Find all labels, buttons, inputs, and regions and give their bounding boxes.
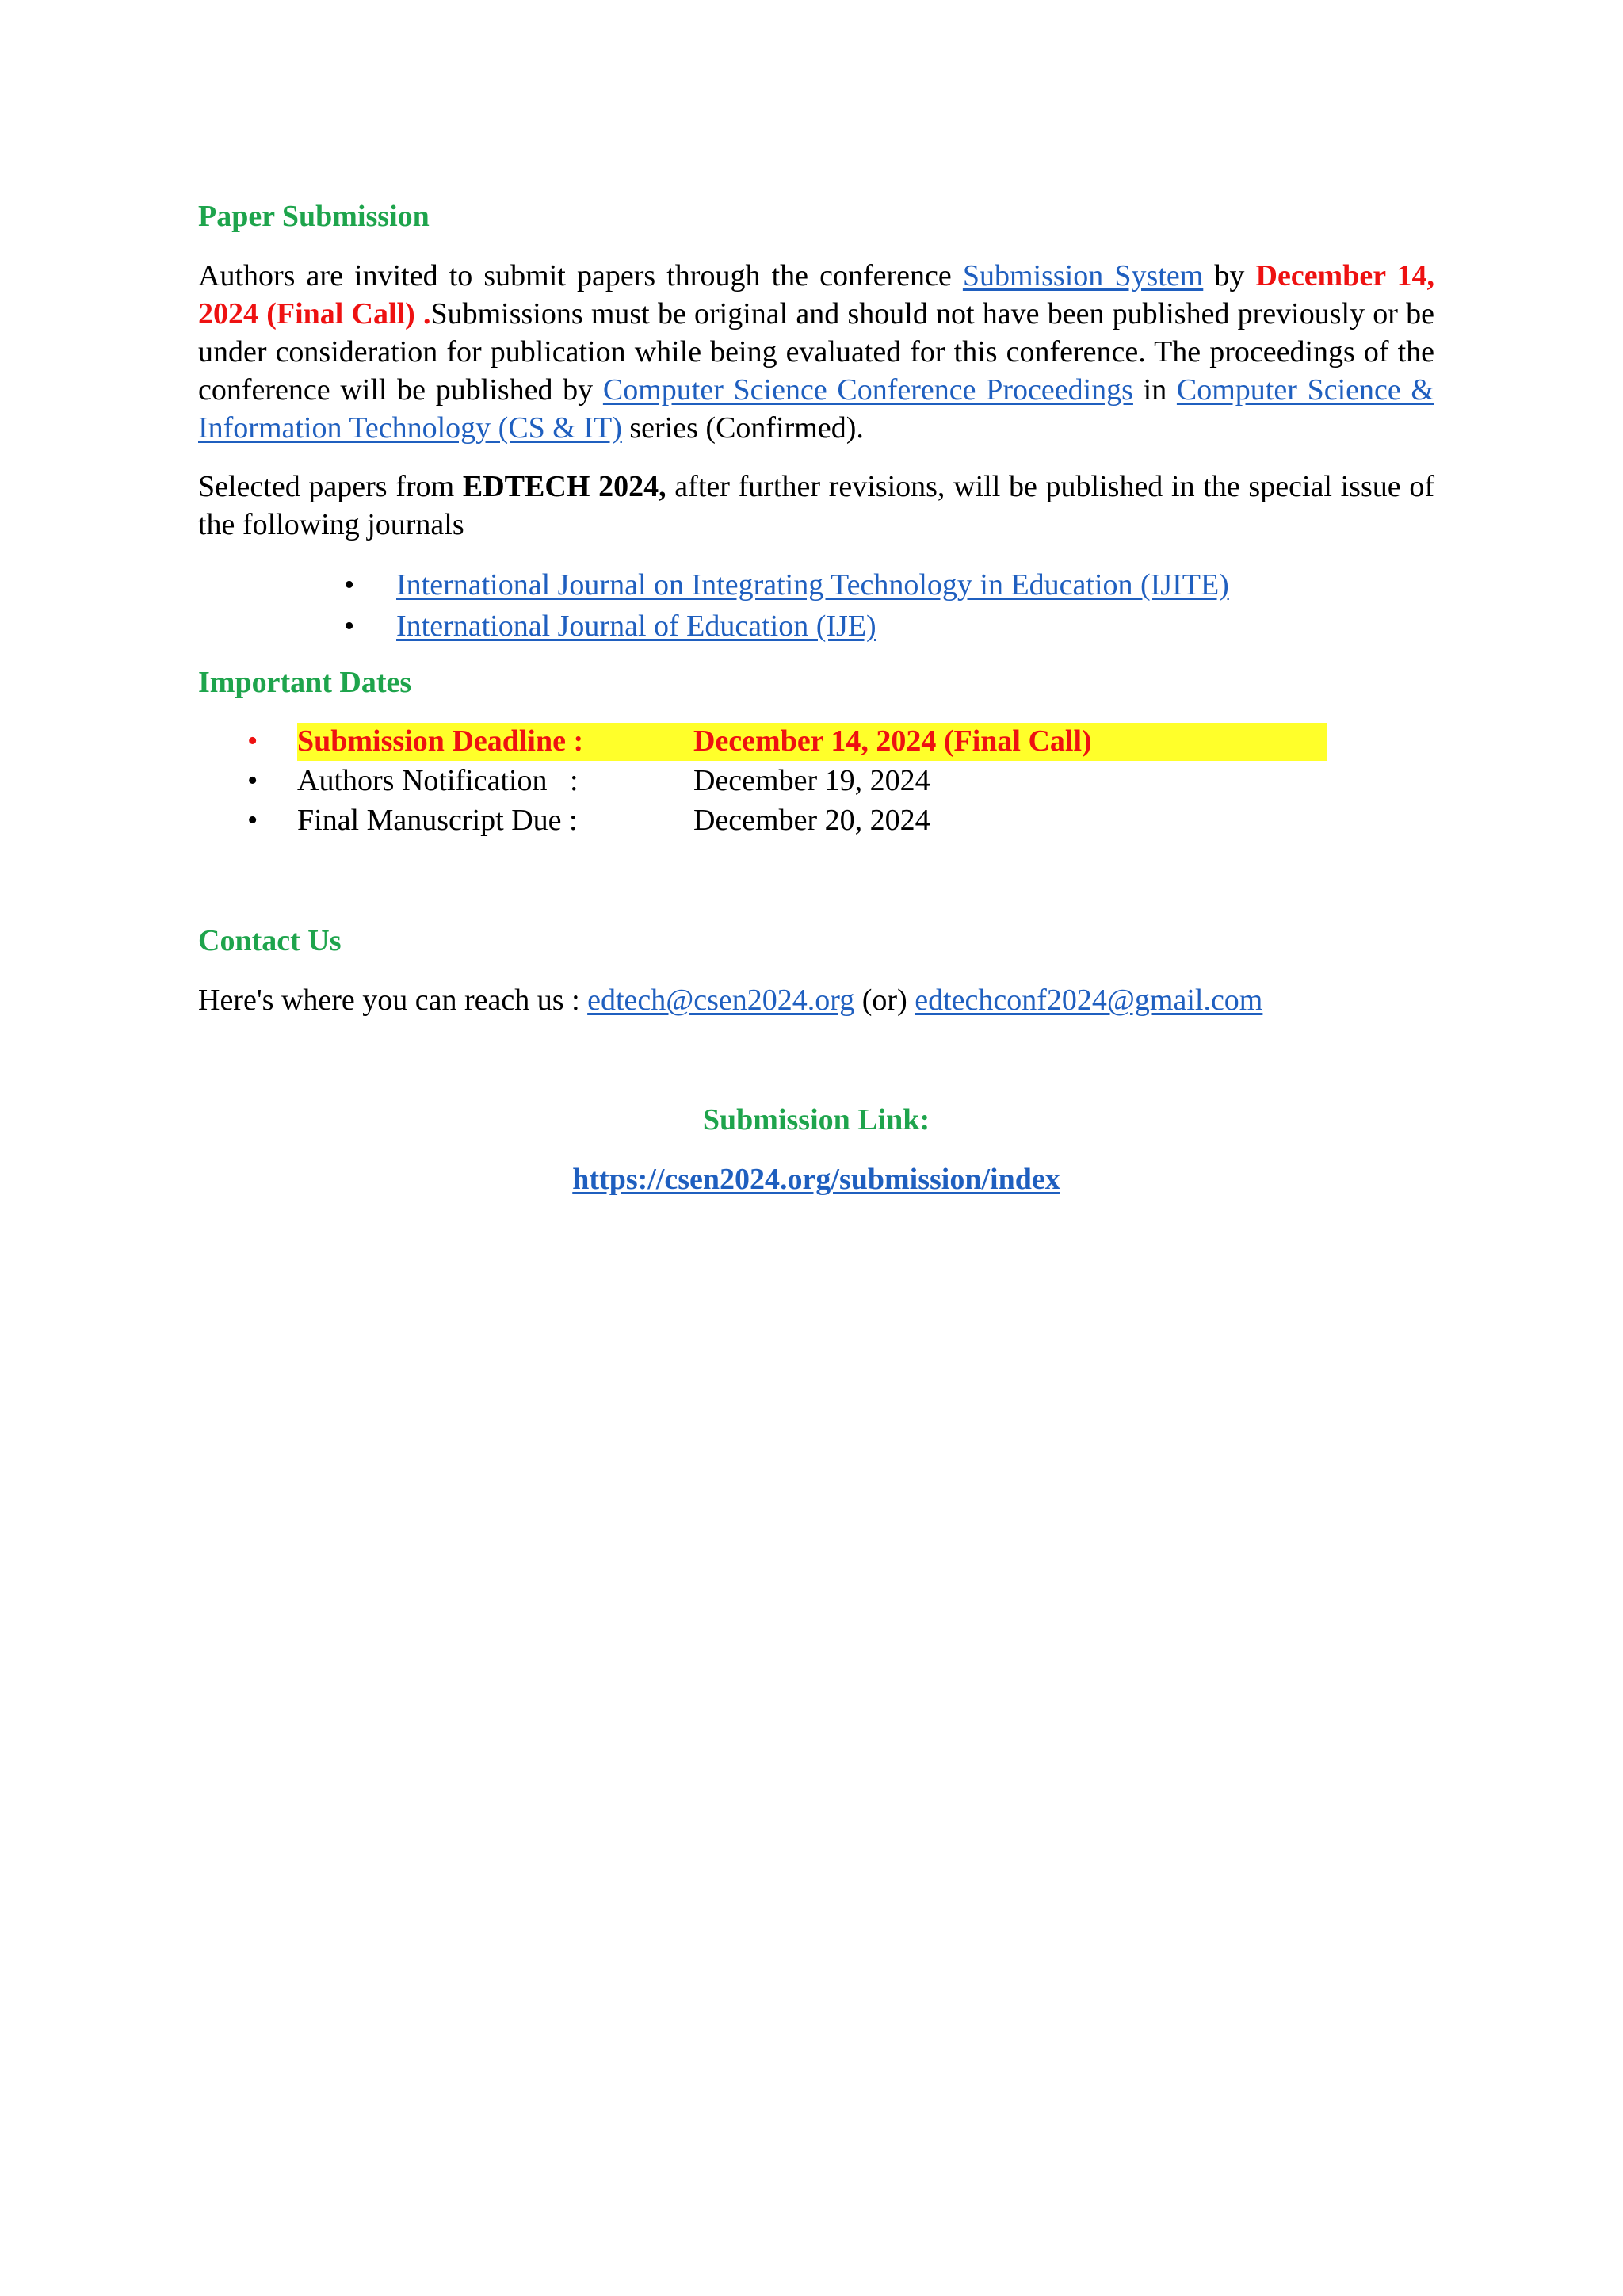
- bullet-icon: •: [247, 764, 258, 797]
- important-dates-heading: Important Dates: [198, 666, 412, 699]
- bullet-icon: •: [344, 609, 355, 643]
- text-span: Here's where you can reach us :: [198, 984, 588, 1017]
- submission-url-link[interactable]: https://csen2024.org/submission/index: [572, 1163, 1060, 1196]
- text-span: (or): [854, 984, 915, 1017]
- text-span: series (Confirmed).: [621, 411, 864, 445]
- date-value: December 20, 2024: [693, 804, 930, 837]
- submission-system-link[interactable]: Submission System: [962, 259, 1204, 292]
- paper-submission-heading: Paper Submission: [198, 200, 430, 233]
- ijite-link[interactable]: International Journal on Integrating Technology in Education (IJITE): [396, 568, 1229, 602]
- contact-paragraph: [198, 981, 1434, 1019]
- journals-list: [198, 564, 1434, 647]
- bullet-icon: •: [344, 568, 355, 602]
- list-item: [198, 606, 1434, 647]
- text-span: by: [1203, 259, 1256, 292]
- date-label: Submission Deadline :: [297, 724, 584, 758]
- bullet-icon: •: [247, 804, 258, 837]
- email-link-secondary[interactable]: edtechconf2024@gmail.com: [915, 984, 1263, 1017]
- bullet-icon: •: [247, 724, 258, 758]
- email-link-primary[interactable]: edtech@csen2024.org: [587, 984, 855, 1017]
- page-content: [198, 197, 1434, 1198]
- date-label: Authors Notification :: [297, 764, 579, 797]
- dates-list: [198, 721, 1434, 840]
- submission-paragraph: [198, 257, 1434, 447]
- date-item-authors-notification: [198, 761, 1434, 800]
- text-span: Authors are invited to submit papers through the conference: [198, 259, 963, 292]
- ije-link[interactable]: International Journal of Education (IJE): [396, 609, 876, 643]
- date-label: Final Manuscript Due :: [297, 804, 578, 837]
- date-value: December 19, 2024: [693, 764, 930, 797]
- list-item: [198, 564, 1434, 606]
- date-value: December 14, 2024 (Final Call): [693, 724, 1092, 758]
- submission-url-paragraph: [198, 1160, 1434, 1198]
- date-item-submission-deadline: [198, 721, 1434, 761]
- deadline-text: December 14, 2024 (Final Call) .: [198, 259, 1435, 330]
- contact-heading: Contact Us: [198, 924, 342, 957]
- submission-link-heading: Submission Link:: [702, 1103, 930, 1137]
- date-item-final-manuscript: [198, 800, 1434, 840]
- edtech-name: EDTECH 2024,: [462, 470, 666, 503]
- selected-papers-paragraph: [198, 468, 1434, 544]
- text-span: Submissions must be original and should not have been published previously or be under consideration for publication while being evaluated for this conference. The proceedings of the conference will be published by: [198, 297, 1434, 407]
- text-span: after further revisions, will be published in the special issue of the following journals: [198, 470, 1434, 541]
- text-span: Selected papers from: [198, 470, 463, 503]
- csit-link[interactable]: Computer Science & Information Technology (CS & IT): [198, 373, 1434, 445]
- cscp-link[interactable]: Computer Science Conference Proceedings: [602, 373, 1133, 407]
- text-span: in: [1132, 373, 1177, 407]
